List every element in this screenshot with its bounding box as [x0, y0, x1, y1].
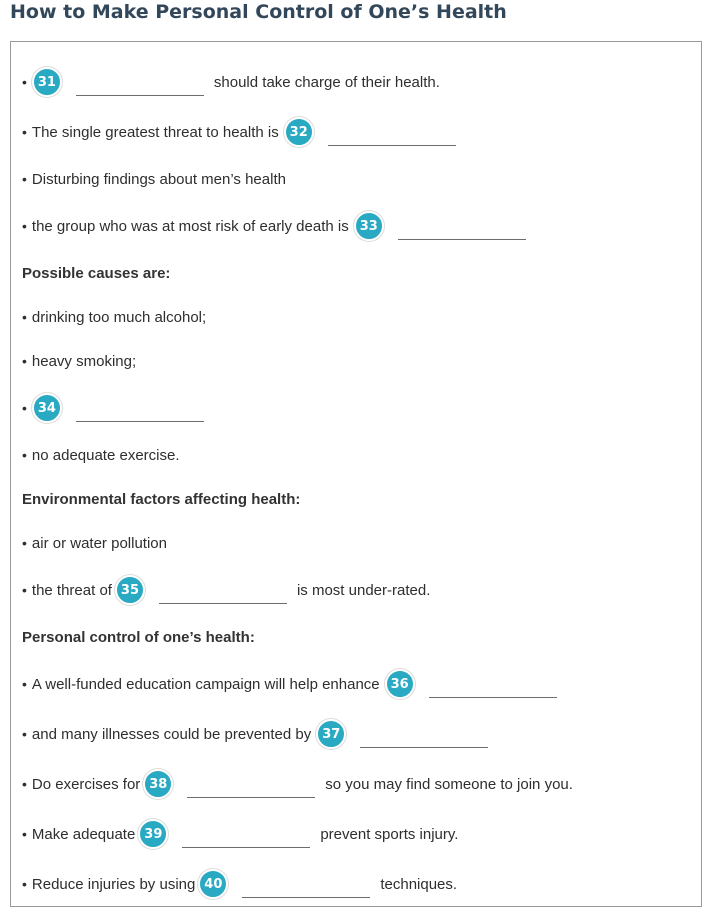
answer-blank-38[interactable] — [187, 783, 315, 798]
answer-blank-34[interactable] — [76, 407, 204, 422]
bullet: • — [22, 353, 27, 369]
list-item-text: drinking too much alcohol; — [31, 308, 207, 326]
bullet: • — [22, 74, 27, 90]
bullet: • — [22, 726, 27, 742]
list-item-text: Disturbing findings about men’s health — [31, 170, 286, 188]
question-text-after: should take charge of their health. — [213, 73, 440, 91]
question-text-before: A well-funded education campaign will help enhance — [31, 675, 380, 693]
question-number-badge-32: 32 — [284, 117, 314, 147]
answer-blank-35[interactable] — [159, 589, 287, 604]
bullet: • — [22, 826, 27, 842]
answer-blank-32[interactable] — [328, 131, 456, 146]
answer-blank-37[interactable] — [360, 733, 488, 748]
bullet: • — [22, 876, 27, 892]
list-item — [22, 345, 136, 377]
section-heading: Environmental factors affecting health: — [22, 490, 301, 508]
answer-blank-31[interactable] — [76, 81, 204, 96]
bullet: • — [22, 218, 27, 234]
bullet: • — [22, 676, 27, 692]
question-text-before: Make adequate — [31, 825, 136, 843]
section-heading: Personal control of one’s health: — [22, 628, 255, 646]
question-number-badge-35: 35 — [115, 575, 145, 605]
list-item — [22, 439, 180, 471]
question-number-badge-37: 37 — [316, 719, 346, 749]
question-text-after: is most under-rated. — [296, 581, 431, 599]
list-item — [22, 163, 286, 195]
question-text-after: techniques. — [380, 875, 458, 893]
bullet: • — [22, 582, 27, 598]
list-item-q34 — [22, 392, 204, 424]
list-item-text: heavy smoking; — [31, 352, 137, 370]
answer-blank-40[interactable] — [242, 883, 370, 898]
question-number-badge-33: 33 — [354, 211, 384, 241]
question-number-badge-39: 39 — [138, 819, 168, 849]
list-item-q32 — [22, 116, 456, 148]
question-text-before: Reduce injuries by using — [31, 875, 196, 893]
question-number-badge-36: 36 — [385, 669, 415, 699]
question-text-before: Do exercises for — [31, 775, 141, 793]
question-number-badge-38: 38 — [143, 769, 173, 799]
list-item-q36 — [22, 668, 557, 700]
list-item-q39 — [22, 818, 458, 850]
question-text-before: The single greatest threat to health is — [31, 123, 279, 141]
list-item — [22, 527, 167, 559]
list-item-q35 — [22, 574, 430, 606]
bullet: • — [22, 124, 27, 140]
list-item-q38 — [22, 768, 573, 800]
bullet: • — [22, 447, 27, 463]
question-number-badge-40: 40 — [198, 869, 228, 899]
answer-blank-36[interactable] — [429, 683, 557, 698]
bullet: • — [22, 776, 27, 792]
list-item-q40 — [22, 868, 457, 900]
bullet: • — [22, 535, 27, 551]
bullet: • — [22, 309, 27, 325]
list-item-text: no adequate exercise. — [31, 446, 180, 464]
answer-blank-39[interactable] — [182, 833, 310, 848]
question-text-before: and many illnesses could be prevented by — [31, 725, 312, 743]
question-text-before: the threat of — [31, 581, 112, 599]
bullet: • — [22, 400, 27, 416]
page-title: How to Make Personal Control of One’s Health — [10, 1, 507, 23]
list-item-q31 — [22, 66, 440, 98]
list-item-q37 — [22, 718, 488, 750]
question-text-before: the group who was at most risk of early death is — [31, 217, 349, 235]
question-number-badge-34: 34 — [32, 393, 62, 423]
section-heading: Possible causes are: — [22, 264, 171, 282]
question-text-after: so you may find someone to join you. — [325, 775, 573, 793]
answer-blank-33[interactable] — [398, 225, 526, 240]
list-item-q33 — [22, 210, 526, 242]
bullet: • — [22, 171, 27, 187]
question-panel — [10, 41, 702, 907]
list-item-text: air or water pollution — [31, 534, 167, 552]
question-text-after: prevent sports injury. — [320, 825, 459, 843]
list-item — [22, 301, 206, 333]
question-number-badge-31: 31 — [32, 67, 62, 97]
